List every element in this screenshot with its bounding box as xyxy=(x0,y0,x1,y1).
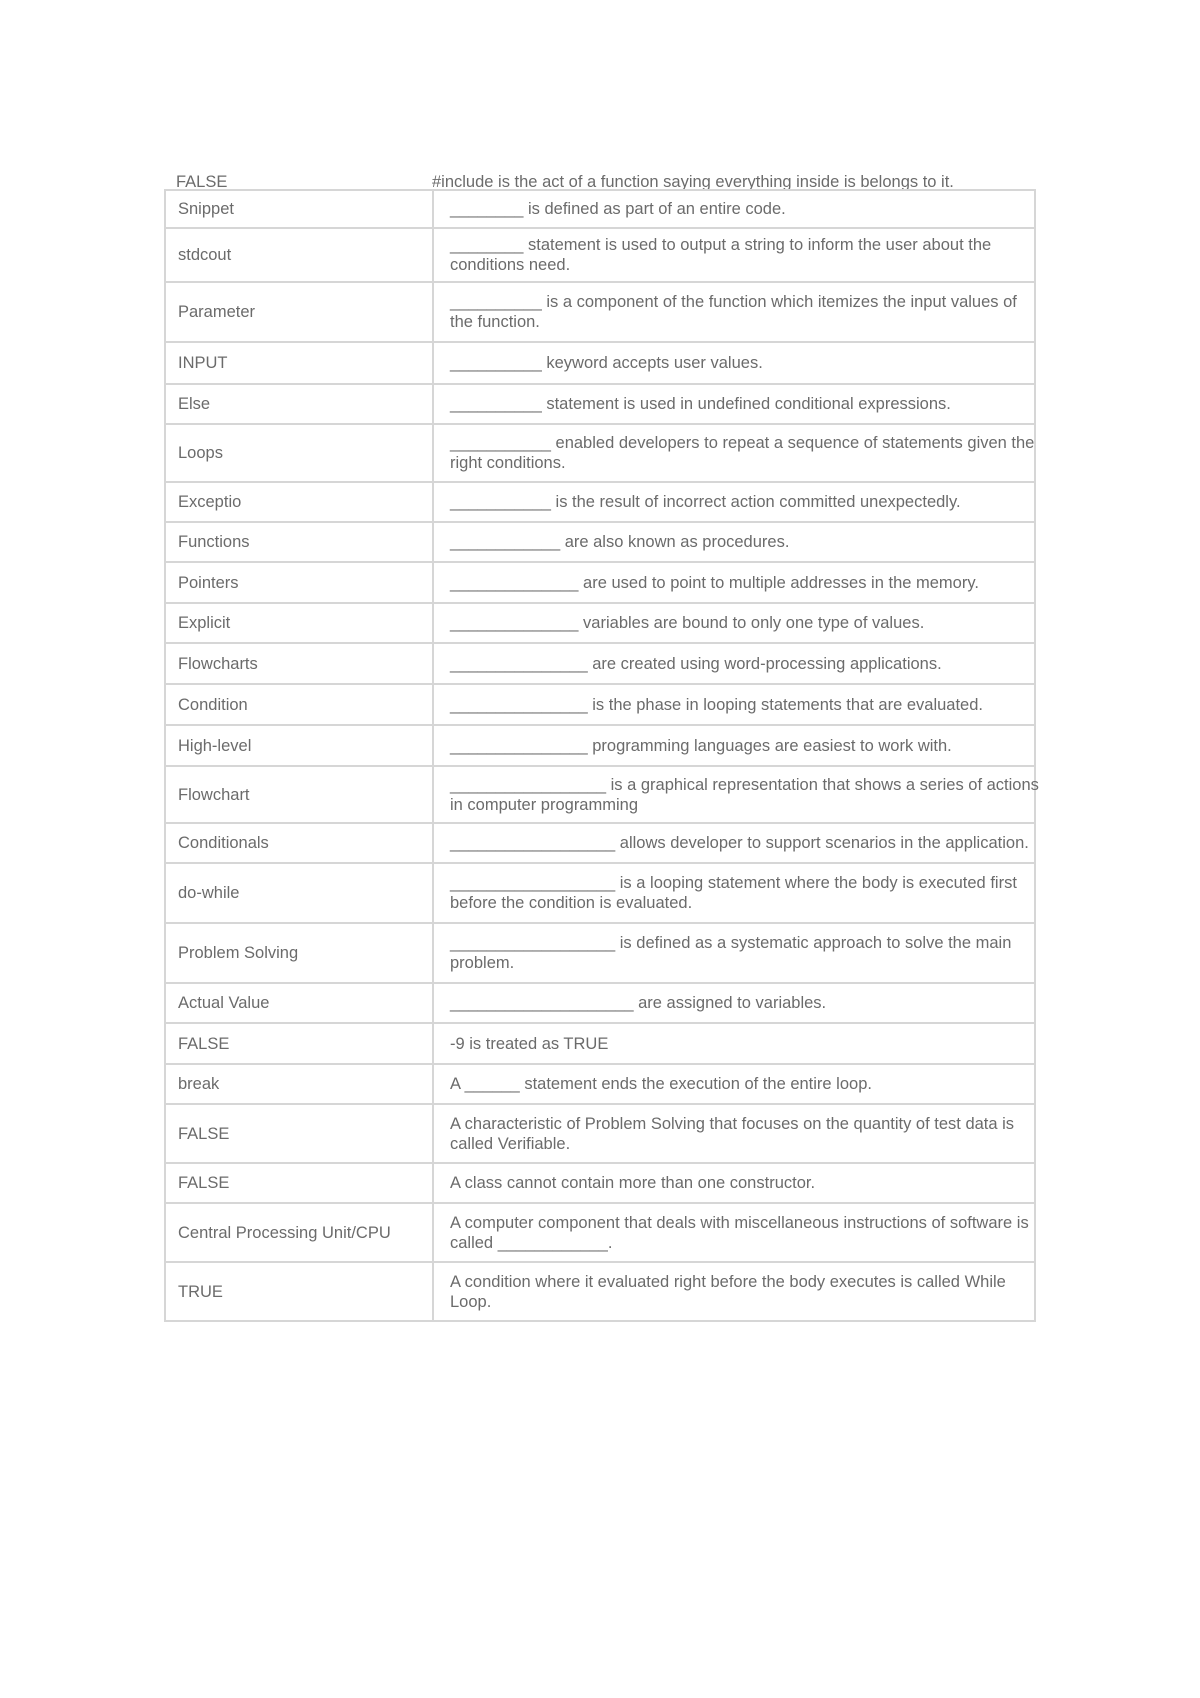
table-row xyxy=(165,562,1035,603)
question-text: A computer component that deals with miscellaneous instructions of software is called ____________. xyxy=(450,1213,1029,1252)
question-text: _______________ programming languages are easiest to work with. xyxy=(450,736,952,755)
answer-text: Flowcharts xyxy=(178,654,258,673)
answer-text: Central Processing Unit/CPU xyxy=(178,1223,391,1242)
question-text: __________________ allows developer to support scenarios in the application. xyxy=(450,834,1029,852)
answer-cell xyxy=(165,684,433,725)
table-row xyxy=(165,424,1035,482)
question-text: __________ keyword accepts user values. xyxy=(450,354,763,372)
answer-text: Parameter xyxy=(178,303,256,321)
table-row xyxy=(165,228,1035,282)
answer-text: Else xyxy=(178,395,211,413)
table-row xyxy=(165,1064,1035,1104)
answer-text: Actual Value xyxy=(178,994,270,1012)
question-text: ___________ is the result of incorrect action committed unexpectedly. xyxy=(450,493,961,511)
table-row xyxy=(165,766,1035,823)
answer-cell xyxy=(165,1023,433,1064)
answer-text: INPUT xyxy=(178,354,228,372)
answer-text: stdcout xyxy=(178,246,232,264)
answer-cell xyxy=(165,766,433,823)
table-row xyxy=(165,1163,1035,1203)
question-text: A characteristic of Problem Solving that focuses on the quantity of test data is called Verifiable. xyxy=(450,1114,1015,1153)
answer-text: Flowchart xyxy=(178,785,250,804)
question-cell xyxy=(433,766,1039,823)
answer-text: Loops xyxy=(178,444,223,462)
question-text: __________ is a component of the function which itemizes the input values of the function. xyxy=(450,293,1017,331)
answer-cell xyxy=(165,342,433,384)
table-row xyxy=(165,823,1035,863)
question-text: __________________ is defined as a systematic approach to solve the main problem. xyxy=(450,934,1012,972)
question-cell xyxy=(433,190,1035,228)
question-cell xyxy=(433,424,1035,482)
question-cell xyxy=(433,684,1035,725)
question-text: _______________ is the phase in looping statements that are evaluated. xyxy=(450,695,983,714)
answer-cell xyxy=(165,1203,433,1262)
question-text: A condition where it evaluated right before the body executes is called While Loop. xyxy=(450,1272,1006,1311)
question-cell xyxy=(433,522,1035,562)
answer-text: Exceptio xyxy=(178,493,242,511)
question-text: _________________ is a graphical representation that shows a series of actions in computer programming xyxy=(450,775,1039,814)
answer-text: Snippet xyxy=(178,200,234,218)
answer-cell xyxy=(165,1163,433,1203)
question-cell xyxy=(433,342,1035,384)
table-row xyxy=(165,282,1035,342)
question-text: -9 is treated as TRUE xyxy=(450,1034,609,1053)
question-cell xyxy=(433,384,1035,424)
question-text: #include is the act of a function saying everything inside is belongs to it. xyxy=(432,173,954,191)
question-text: ____________ are also known as procedures. xyxy=(450,533,790,551)
question-cell xyxy=(433,1023,1035,1064)
question-cell xyxy=(433,228,1035,282)
question-cell xyxy=(433,643,1035,684)
question-cell xyxy=(433,1064,1035,1104)
answer-cell xyxy=(165,522,433,562)
table-row xyxy=(165,603,1035,643)
answer-text: Functions xyxy=(178,533,250,551)
table-row xyxy=(165,643,1035,684)
answer-text: Pointers xyxy=(178,573,239,592)
question-cell xyxy=(433,603,1035,643)
answer-text: Condition xyxy=(178,695,248,714)
table-row xyxy=(165,342,1035,384)
question-text: A class cannot contain more than one constructor. xyxy=(450,1174,816,1192)
qa-table xyxy=(164,189,1039,1322)
question-text: _______________ are created using word-processing applications. xyxy=(450,654,942,673)
question-text: __________________ is a looping statement where the body is executed first before the condition is evaluated. xyxy=(450,874,1017,912)
question-text: ___________ enabled developers to repeat a sequence of statements given the right conditions. xyxy=(450,434,1035,472)
answer-text: Problem Solving xyxy=(178,944,299,962)
table-row xyxy=(165,863,1035,923)
answer-text: FALSE xyxy=(176,173,228,191)
question-text: __________ statement is used in undefined conditional expressions. xyxy=(450,395,951,413)
table-row xyxy=(165,1203,1035,1262)
question-text: ______________ variables are bound to only one type of values. xyxy=(450,614,925,632)
question-cell xyxy=(433,863,1035,923)
answer-cell xyxy=(165,282,433,342)
answer-cell xyxy=(165,923,433,983)
answer-cell xyxy=(165,603,433,643)
table-row xyxy=(165,384,1035,424)
answer-cell xyxy=(165,1104,433,1163)
answer-text: Explicit xyxy=(178,614,231,632)
table-row xyxy=(165,1262,1035,1321)
question-text: ________ is defined as part of an entire code. xyxy=(450,200,786,218)
answer-cell xyxy=(165,1262,433,1321)
question-cell xyxy=(433,482,1035,522)
question-cell xyxy=(433,923,1035,983)
table-row xyxy=(165,983,1035,1023)
question-text: ______________ are used to point to multiple addresses in the memory. xyxy=(450,573,979,592)
table-row xyxy=(165,725,1035,766)
question-cell xyxy=(433,1203,1035,1262)
question-cell xyxy=(433,1262,1035,1321)
question-cell xyxy=(433,983,1035,1023)
question-cell xyxy=(433,282,1035,342)
table-row xyxy=(165,190,1035,228)
answer-cell xyxy=(165,482,433,522)
answer-cell xyxy=(165,643,433,684)
answer-text: FALSE xyxy=(178,1174,230,1192)
table-row xyxy=(165,684,1035,725)
question-cell xyxy=(433,725,1035,766)
question-cell xyxy=(433,1163,1035,1203)
question-cell xyxy=(433,1104,1035,1163)
answer-text: do-while xyxy=(178,884,240,902)
answer-cell xyxy=(165,190,433,228)
answer-text: FALSE xyxy=(178,1034,230,1053)
answer-cell xyxy=(165,725,433,766)
answer-text: break xyxy=(178,1075,220,1093)
question-text: ________ statement is used to output a string to inform the user about the conditions need. xyxy=(450,236,992,274)
question-text: A ______ statement ends the execution of the entire loop. xyxy=(450,1075,872,1093)
answer-cell xyxy=(165,384,433,424)
question-text: ____________________ are assigned to variables. xyxy=(450,994,827,1012)
question-cell xyxy=(433,562,1035,603)
answer-cell xyxy=(165,1064,433,1104)
answer-text: TRUE xyxy=(178,1282,223,1301)
table-row xyxy=(165,923,1035,983)
answer-cell xyxy=(165,823,433,863)
table-row xyxy=(165,482,1035,522)
answer-cell xyxy=(165,983,433,1023)
answer-cell xyxy=(165,863,433,923)
answer-cell xyxy=(165,228,433,282)
answer-cell xyxy=(165,562,433,603)
table-row xyxy=(165,522,1035,562)
question-cell xyxy=(433,823,1035,863)
answer-text: Conditionals xyxy=(178,834,269,852)
table-row xyxy=(165,1104,1035,1163)
answer-text: High-level xyxy=(178,736,252,755)
table-row xyxy=(165,1023,1035,1064)
answer-cell xyxy=(165,424,433,482)
answer-text: FALSE xyxy=(178,1124,230,1143)
